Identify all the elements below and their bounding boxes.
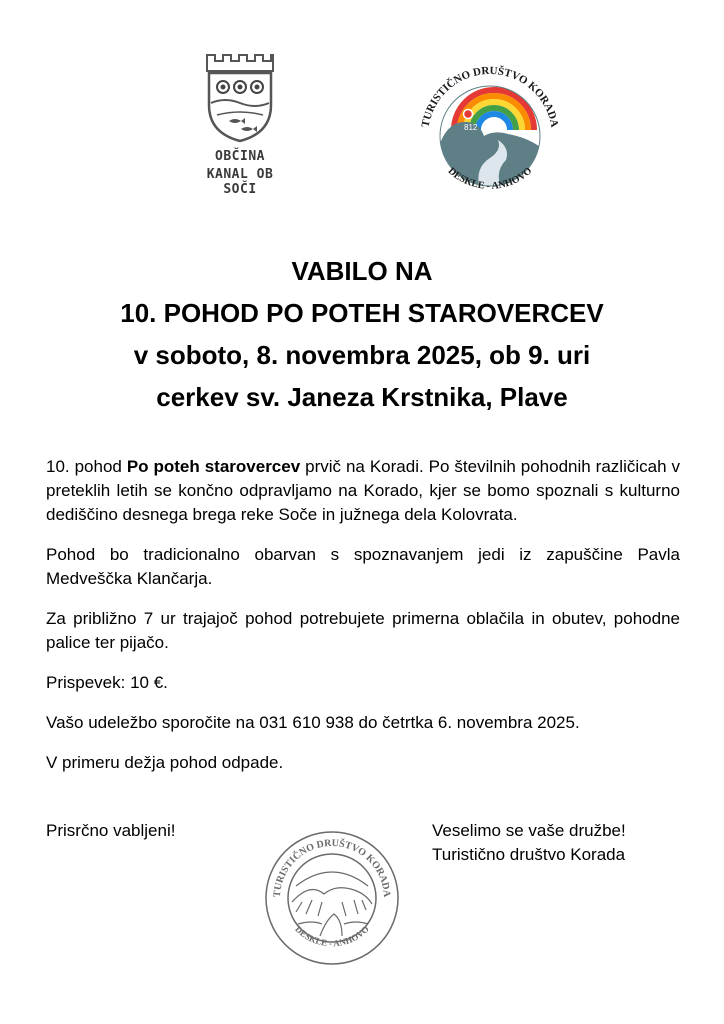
stamp-arc-title: TURISTIČNO DRUŠTVO KORADA: [271, 837, 393, 898]
society-arc-location: DESKLE - ANHOVO: [445, 165, 535, 192]
heading-line-3: v soboto, 8. novembra 2025, ob 9. uri: [133, 340, 591, 370]
paragraph-weather: V primeru dežja pohod odpade.: [46, 753, 284, 772]
closing-greeting: Prisrčno vabljeni!: [46, 821, 176, 840]
closing-message: Veselimo se vaše družbe!: [432, 821, 626, 840]
coat-of-arms-icon: [195, 45, 285, 145]
stamp-arc-location: DESKLE - ANHOVO: [293, 923, 371, 949]
closing-signature: [432, 819, 626, 867]
intro-text-end: prvič na Koradi. Po številnih pohodnih različicah v preteklih letih se končno odpravljamo na Korado, kjer se bomo spoznali s kulturno dediščino desnega brega reke Soče in južnega dela Kolovrata.: [46, 457, 680, 524]
municipality-name-line1: OBČINA: [215, 149, 265, 164]
summit-altitude: 812: [464, 123, 478, 132]
heading-line-2: 10. POHOD PO POTEH STAROVERCEV: [120, 298, 604, 328]
heading-line-4: cerkev sv. Janeza Krstnika, Plave: [156, 382, 568, 412]
heading-line-1: VABILO NA: [291, 256, 433, 286]
society-stamp: [262, 828, 402, 968]
event-name: Po poteh starovercev: [126, 457, 301, 476]
municipality-logo: [195, 45, 285, 195]
paragraph-food: Pohod bo tradicionalno obarvan s spoznavanjem jedi iz zapuščine Pavla Medveščka Klančarja.: [46, 545, 680, 588]
tourist-society-logo: [410, 50, 570, 210]
paragraph-fee: Prispevek: 10 €.: [46, 673, 168, 692]
paragraph-intro: [46, 455, 680, 527]
paragraph-registration: Vašo udeležbo sporočite na 031 610 938 do četrtka 6. novembra 2025.: [46, 713, 580, 732]
invitation-body: [46, 455, 680, 791]
invitation-heading: [0, 250, 724, 418]
intro-text-start: 10. pohod: [46, 457, 127, 476]
signature-organization: Turistično društvo Korada: [432, 845, 626, 864]
municipality-name-line2: KANAL OB SOČI: [206, 167, 274, 197]
society-arc-title: TURISTIČNO DRUŠTVO KORADA: [419, 64, 561, 129]
paragraph-equipment: Za približno 7 ur trajajoč pohod potrebujete primerna oblačila in obutev, pohodne palice ter pijačo.: [46, 609, 680, 652]
